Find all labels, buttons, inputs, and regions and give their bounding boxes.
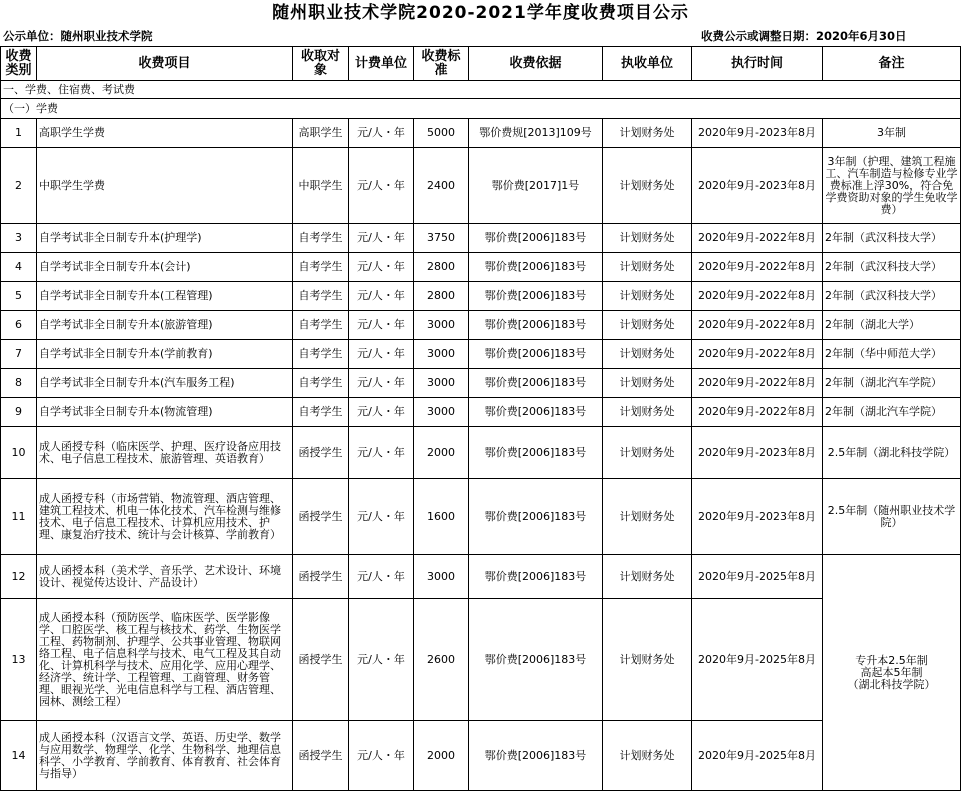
fee-standard: 3000: [414, 398, 469, 427]
row-number: 3: [1, 224, 37, 253]
fee-basis: 鄂价费[2006]183号: [469, 311, 603, 340]
fee-target: 自考学生: [293, 311, 349, 340]
fee-target: 函授学生: [293, 599, 349, 721]
fee-collector: 计划财务处: [603, 369, 692, 398]
fee-collector: 计划财务处: [603, 224, 692, 253]
fee-standard: 2800: [414, 253, 469, 282]
fee-basis: 鄂价费[2006]183号: [469, 340, 603, 369]
fee-basis: 鄂价费[2006]183号: [469, 224, 603, 253]
row-number: 12: [1, 555, 37, 599]
fee-unit: 元/人・年: [349, 369, 414, 398]
col-header-basis: 收费依据: [469, 47, 603, 81]
fee-item: 成人函授本科（汉语言文学、英语、历史学、数学与应用数学、物理学、化学、生物科学、地理信息科学、小学教育、学前教育、体育教育、社会体育与指导）: [37, 721, 293, 791]
fee-note: 2.5年制（湖北科技学院）: [823, 427, 961, 479]
fee-item: 成人函授专科（临床医学、护理、医疗设备应用技术、电子信息工程技术、旅游管理、英语教育）: [37, 427, 293, 479]
fee-standard: 2800: [414, 282, 469, 311]
table-row: [1, 555, 961, 599]
table-row: [1, 599, 961, 721]
table-row: [1, 479, 961, 555]
fee-collector: 计划财务处: [603, 340, 692, 369]
fee-collector: 计划财务处: [603, 148, 692, 224]
fee-unit: 元/人・年: [349, 555, 414, 599]
fee-note: 专升本2.5年制 高起本5年制 （湖北科技学院）: [823, 555, 961, 791]
fee-item: 自学考试非全日制专升本(会计): [37, 253, 293, 282]
table-header-row: [1, 47, 961, 81]
fee-target: 函授学生: [293, 427, 349, 479]
fee-unit: 元/人・年: [349, 311, 414, 340]
row-number: 8: [1, 369, 37, 398]
publishing-unit: 公示单位：随州职业技术学院: [3, 29, 153, 43]
col-header-collector: 执收单位: [603, 47, 692, 81]
fee-item: 自学考试非全日制专升本(汽车服务工程): [37, 369, 293, 398]
table-row: [1, 119, 961, 148]
fee-target: 自考学生: [293, 224, 349, 253]
fee-note: 3年制: [823, 119, 961, 148]
table-row: [1, 721, 961, 791]
fee-item: 成人函授本科（美术学、音乐学、艺术设计、环境设计、视觉传达设计、产品设计）: [37, 555, 293, 599]
fee-period: 2020年9月-2022年8月: [692, 253, 823, 282]
fee-period: 2020年9月-2022年8月: [692, 282, 823, 311]
fee-target: 函授学生: [293, 555, 349, 599]
fee-item: 自学考试非全日制专升本(工程管理): [37, 282, 293, 311]
col-header-period: 执行时间: [692, 47, 823, 81]
fee-period: 2020年9月-2023年8月: [692, 427, 823, 479]
fee-note: 3年制（护理、建筑工程施工、汽车制造与检修专业学费标准上浮30%，符合免学费资助对象的学生免收学费）: [823, 148, 961, 224]
fee-basis: 鄂价费[2006]183号: [469, 253, 603, 282]
table-row: [1, 398, 961, 427]
fee-collector: 计划财务处: [603, 311, 692, 340]
fee-note: 2年制（武汉科技大学）: [823, 224, 961, 253]
fee-unit: 元/人・年: [349, 148, 414, 224]
fee-target: 自考学生: [293, 253, 349, 282]
fee-unit: 元/人・年: [349, 398, 414, 427]
fee-basis: 鄂价费[2006]183号: [469, 369, 603, 398]
fee-collector: 计划财务处: [603, 119, 692, 148]
section-title: 一、学费、住宿费、考试费: [1, 81, 961, 99]
fee-unit: 元/人・年: [349, 282, 414, 311]
fee-target: 高职学生: [293, 119, 349, 148]
fee-target: 函授学生: [293, 479, 349, 555]
fee-target: 中职学生: [293, 148, 349, 224]
fee-unit: 元/人・年: [349, 721, 414, 791]
fee-standard: 2000: [414, 721, 469, 791]
fee-basis: 鄂价费[2006]183号: [469, 427, 603, 479]
fee-period: 2020年9月-2025年8月: [692, 599, 823, 721]
row-number: 1: [1, 119, 37, 148]
fee-standard: 2600: [414, 599, 469, 721]
fee-collector: 计划财务处: [603, 398, 692, 427]
fee-collector: 计划财务处: [603, 282, 692, 311]
fee-standard: 5000: [414, 119, 469, 148]
table-row: [1, 282, 961, 311]
fee-item: 自学考试非全日制专升本(旅游管理): [37, 311, 293, 340]
fee-collector: 计划财务处: [603, 721, 692, 791]
fee-basis: 鄂价费[2017]1号: [469, 148, 603, 224]
table-row: [1, 253, 961, 282]
fee-basis: 鄂价费规[2013]109号: [469, 119, 603, 148]
fee-note: 2年制（湖北汽车学院）: [823, 369, 961, 398]
fee-standard: 3000: [414, 311, 469, 340]
subsection-row: [1, 99, 961, 119]
fee-standard: 1600: [414, 479, 469, 555]
fee-note: 2年制（湖北大学）: [823, 311, 961, 340]
table-row: [1, 311, 961, 340]
fee-period: 2020年9月-2022年8月: [692, 369, 823, 398]
fee-target: 自考学生: [293, 340, 349, 369]
row-number: 5: [1, 282, 37, 311]
fee-unit: 元/人・年: [349, 479, 414, 555]
fee-unit: 元/人・年: [349, 224, 414, 253]
fee-unit: 元/人・年: [349, 427, 414, 479]
fee-period: 2020年9月-2025年8月: [692, 721, 823, 791]
fee-period: 2020年9月-2022年8月: [692, 311, 823, 340]
fee-standard: 2000: [414, 427, 469, 479]
fee-period: 2020年9月-2025年8月: [692, 555, 823, 599]
table-row: [1, 369, 961, 398]
fee-standard: 2400: [414, 148, 469, 224]
section-row: [1, 81, 961, 99]
fee-unit: 元/人・年: [349, 340, 414, 369]
row-number: 10: [1, 427, 37, 479]
fee-target: 自考学生: [293, 369, 349, 398]
fee-target: 自考学生: [293, 398, 349, 427]
fee-basis: 鄂价费[2006]183号: [469, 282, 603, 311]
row-number: 4: [1, 253, 37, 282]
fee-note: 2.5年制（随州职业技术学院）: [823, 479, 961, 555]
table-row: [1, 340, 961, 369]
fee-period: 2020年9月-2022年8月: [692, 224, 823, 253]
fee-period: 2020年9月-2022年8月: [692, 398, 823, 427]
col-header-standard: 收费标准: [414, 47, 469, 81]
row-number: 2: [1, 148, 37, 224]
fee-collector: 计划财务处: [603, 599, 692, 721]
fee-item: 自学考试非全日制专升本(护理学): [37, 224, 293, 253]
table-row: [1, 427, 961, 479]
row-number: 7: [1, 340, 37, 369]
fee-item: 高职学生学费: [37, 119, 293, 148]
fee-note: 2年制（武汉科技大学）: [823, 253, 961, 282]
row-number: 13: [1, 599, 37, 721]
fee-note: 2年制（华中师范大学）: [823, 340, 961, 369]
row-number: 11: [1, 479, 37, 555]
fee-note: 2年制（武汉科技大学）: [823, 282, 961, 311]
fee-collector: 计划财务处: [603, 555, 692, 599]
fee-item: 自学考试非全日制专升本(物流管理): [37, 398, 293, 427]
fee-period: 2020年9月-2023年8月: [692, 119, 823, 148]
col-header-target: 收取对象: [293, 47, 349, 81]
fee-collector: 计划财务处: [603, 253, 692, 282]
subsection-title: （一）学费: [1, 99, 961, 119]
col-header-category: 收费类别: [1, 47, 37, 81]
row-number: 9: [1, 398, 37, 427]
row-number: 6: [1, 311, 37, 340]
fee-unit: 元/人・年: [349, 599, 414, 721]
fee-standard: 3000: [414, 340, 469, 369]
fee-basis: 鄂价费[2006]183号: [469, 555, 603, 599]
table-row: [1, 224, 961, 253]
page-title: 随州职业技术学院2020-2021学年度收费项目公示: [272, 3, 689, 23]
fee-item: 自学考试非全日制专升本(学前教育): [37, 340, 293, 369]
fee-standard: 3000: [414, 369, 469, 398]
fee-target: 自考学生: [293, 282, 349, 311]
fee-period: 2020年9月-2023年8月: [692, 479, 823, 555]
fee-unit: 元/人・年: [349, 253, 414, 282]
fee-table: [0, 46, 961, 791]
fee-period: 2020年9月-2022年8月: [692, 340, 823, 369]
fee-item: 中职学生学费: [37, 148, 293, 224]
fee-unit: 元/人・年: [349, 119, 414, 148]
announcement-date: 收费公示或调整日期：2020年6月30日: [701, 29, 907, 43]
fee-item: 成人函授本科（预防医学、临床医学、医学影像学、口腔医学、核工程与核技术、药学、生物医学工程、药物制剂、护理学、公共事业管理、物联网络工程、电子信息科学与技术、电气工程及其自动化、计算机科学与技术、应用化学、应用心理学、经济学、统计学、工程管理、工商管理、财务管理、眼视光学、光电信息科学与工程、酒店管理、园林、测绘工程）: [37, 599, 293, 721]
col-header-unit: 计费单位: [349, 47, 414, 81]
col-header-note: 备注: [823, 47, 961, 81]
fee-basis: 鄂价费[2006]183号: [469, 398, 603, 427]
fee-standard: 3750: [414, 224, 469, 253]
row-number: 14: [1, 721, 37, 791]
fee-target: 函授学生: [293, 721, 349, 791]
table-row: [1, 148, 961, 224]
fee-collector: 计划财务处: [603, 479, 692, 555]
fee-basis: 鄂价费[2006]183号: [469, 599, 603, 721]
fee-note: 2年制（湖北汽车学院）: [823, 398, 961, 427]
fee-basis: 鄂价费[2006]183号: [469, 721, 603, 791]
fee-item: 成人函授专科（市场营销、物流管理、酒店管理、建筑工程技术、机电一体化技术、汽车检测与维修技术、电子信息工程技术、计算机应用技术、护理、康复治疗技术、统计与会计核算、学前教育）: [37, 479, 293, 555]
fee-collector: 计划财务处: [603, 427, 692, 479]
fee-period: 2020年9月-2023年8月: [692, 148, 823, 224]
col-header-item: 收费项目: [37, 47, 293, 81]
fee-standard: 3000: [414, 555, 469, 599]
fee-basis: 鄂价费[2006]183号: [469, 479, 603, 555]
